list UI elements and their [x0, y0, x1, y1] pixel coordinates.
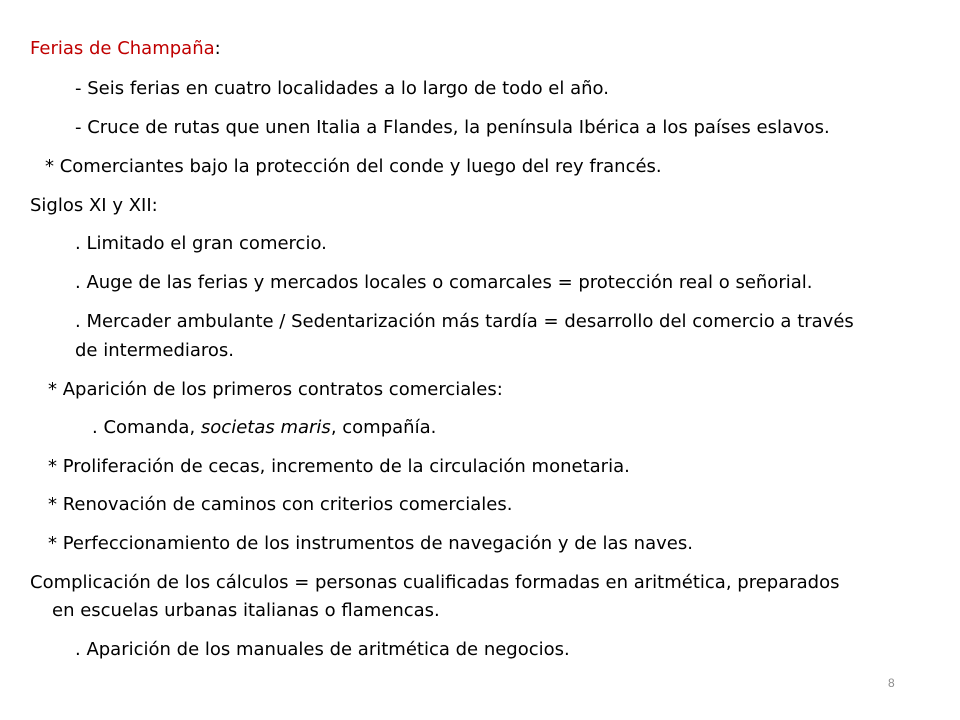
title-text: Ferias de Champaña — [30, 38, 215, 59]
bullet-line: . Mercader ambulante / Sedentarización más tardía = desarrollo del comercio a través — [75, 311, 854, 332]
bullet-line-continuation: de intermediaros. — [75, 340, 235, 361]
bullet-line: * Aparición de los primeros contratos comerciales: — [48, 379, 503, 400]
bullet-line: . Auge de las ferias y mercados locales o comarcales = protección real o señorial. — [75, 272, 813, 293]
title-colon: : — [214, 38, 221, 59]
slide-title — [30, 38, 221, 60]
bullet-line: * Renovación de caminos con criterios comerciales. — [48, 494, 513, 515]
bullet-line: - Cruce de rutas que unen Italia a Flandes, la península Ibérica a los países eslavos. — [75, 117, 830, 138]
bullet-line: - Seis ferias en cuatro localidades a lo largo de todo el año. — [75, 78, 609, 99]
page-number: 8 — [888, 676, 895, 690]
paragraph-line-continuation: en escuelas urbanas italianas o flamencas. — [52, 600, 440, 621]
bullet-line: . Limitado el gran comercio. — [75, 233, 327, 254]
paragraph-line: Complicación de los cálculos = personas cualificadas formadas en aritmética, preparados — [30, 572, 840, 593]
section-heading: Siglos XI y XII: — [30, 195, 158, 216]
bullet-line: * Proliferación de cecas, incremento de la circulación monetaria. — [48, 456, 630, 477]
text-run: . Comanda, — [92, 417, 201, 438]
bullet-line: * Perfeccionamiento de los instrumentos de navegación y de las naves. — [48, 533, 693, 554]
text-run: , compañía. — [330, 417, 437, 438]
bullet-line: * Comerciantes bajo la protección del conde y luego del rey francés. — [45, 156, 662, 177]
bullet-line: . Aparición de los manuales de aritmética de negocios. — [75, 639, 570, 660]
bullet-line-mixed — [92, 417, 436, 439]
text-run-italic: societas maris — [200, 417, 331, 438]
